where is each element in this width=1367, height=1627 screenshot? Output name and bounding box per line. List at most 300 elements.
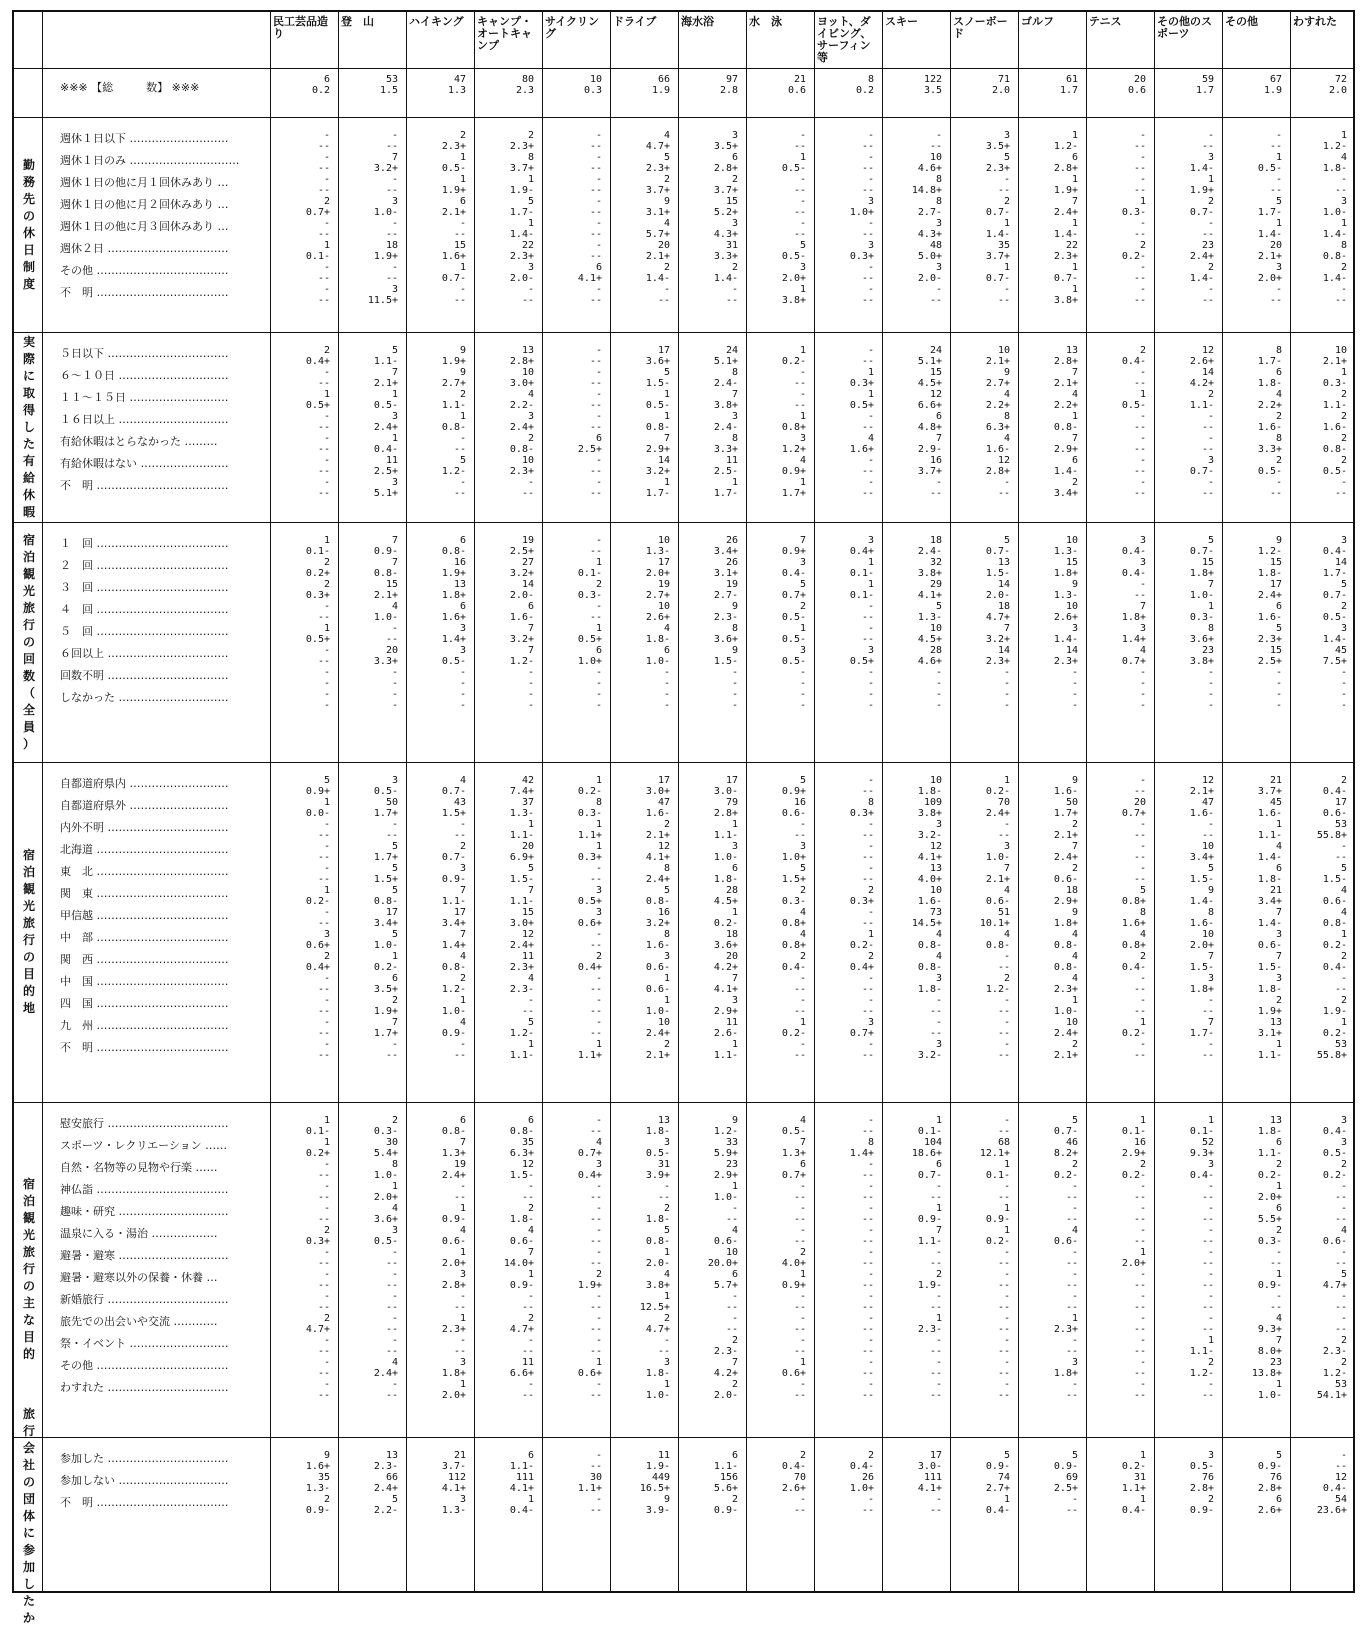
- cell-count: 3: [799, 645, 806, 656]
- cell-count: 3: [391, 477, 398, 488]
- cell-count: 13: [385, 1450, 398, 1461]
- cell-pct: 0.7-: [985, 546, 1010, 557]
- cell-pct: 0.2-: [781, 356, 806, 367]
- cell-pct: 3.2-: [917, 830, 942, 841]
- cell-count: 8: [663, 929, 670, 940]
- cell-count: 5: [663, 885, 670, 896]
- cell-pct: --: [861, 1126, 874, 1137]
- cell-count: -: [799, 1039, 806, 1050]
- cell-pct: 0.8+: [781, 940, 806, 951]
- cell-pct: --: [725, 295, 738, 306]
- cell-pct: 1.3-: [1053, 590, 1078, 601]
- cell-pct: 0.4+: [305, 356, 330, 367]
- cell-pct: 2.6-: [713, 1028, 738, 1039]
- cell-count: -: [867, 623, 874, 634]
- cell-pct: 0.5-: [645, 1148, 670, 1159]
- cell-pct: 2.4-: [917, 546, 942, 557]
- cell-pct: 2.7+: [441, 378, 466, 389]
- cell-count: 4: [1003, 885, 1010, 896]
- cell-count: 11: [725, 455, 738, 466]
- cell-pct: 1.1-: [1257, 1148, 1282, 1159]
- cell-count: 19: [725, 579, 738, 590]
- cell-pct: --: [385, 185, 398, 196]
- cell-count: 4: [935, 929, 942, 940]
- cell-pct: 3.4+: [1053, 488, 1078, 499]
- cell-count: -: [935, 1379, 942, 1390]
- cell-count: 3: [663, 1137, 670, 1148]
- cell-count: 2: [663, 174, 670, 185]
- cell-pct: 2.3-: [713, 1346, 738, 1357]
- cell-pct: 14.5+: [911, 918, 942, 929]
- cell-pct: 0.5+: [577, 634, 602, 645]
- cell-count: 7: [527, 645, 534, 656]
- cell-pct: 1.0-: [713, 852, 738, 863]
- cell-pct: 0.5-: [1257, 466, 1282, 477]
- cell-count: -: [527, 995, 534, 1006]
- cell-count: 4: [867, 433, 874, 444]
- cell-pct: 1.8-: [917, 786, 942, 797]
- cell-pct: 0.8-: [645, 422, 670, 433]
- cell-pct: 2.5+: [1053, 1483, 1078, 1494]
- cell-count: -: [1139, 1379, 1146, 1390]
- cell-pct: 1.8+: [441, 1368, 466, 1379]
- cell-count: -: [595, 1247, 602, 1258]
- cell-pct: --: [793, 1006, 806, 1017]
- cell-count: 2: [867, 885, 874, 896]
- cell-count: 1: [459, 262, 466, 273]
- cell-pct: 0.9-: [1257, 1461, 1282, 1472]
- cell-count: 1: [731, 1181, 738, 1192]
- cell-count: 8: [935, 174, 942, 185]
- cell-pct: 1.4-: [1189, 273, 1214, 284]
- cell-count: -: [799, 389, 806, 400]
- row-label: ５ 回 ………………………………: [60, 625, 229, 638]
- cell-pct: 3.0-: [713, 786, 738, 797]
- cell-count: 4: [527, 973, 534, 984]
- cell-count: -: [935, 995, 942, 1006]
- section-title: 実 際 に 取 得 し た 有 給 休 暇: [22, 334, 35, 519]
- cell-pct: --: [657, 295, 670, 306]
- cell-count: -: [1003, 1115, 1010, 1126]
- cell-pct: --: [657, 1192, 670, 1203]
- cell-count: -: [1207, 477, 1214, 488]
- cell-pct: 10.1+: [979, 918, 1010, 929]
- cell-pct: 2.4+: [645, 874, 670, 885]
- cell-pct: --: [1334, 1214, 1347, 1225]
- cell-count: 3: [459, 863, 466, 874]
- cell-pct: 1.9-: [645, 1461, 670, 1472]
- cell-pct: --: [589, 1236, 602, 1247]
- cell-count: 1: [731, 819, 738, 830]
- total-pct: 3.5: [923, 85, 942, 96]
- cell-count: -: [1340, 174, 1347, 185]
- cell-pct: --: [1065, 1302, 1078, 1313]
- cell-count: -: [1207, 284, 1214, 295]
- cell-count: 3: [1207, 1159, 1214, 1170]
- cell-count: -: [391, 1269, 398, 1280]
- total-pct: 0.6: [787, 85, 806, 96]
- cell-pct: 1.1-: [1189, 400, 1214, 411]
- cell-pct: 2.4+: [1257, 590, 1282, 601]
- cell-count: 6: [1275, 1137, 1282, 1148]
- row-label: 有給休暇はない ……………………: [60, 457, 229, 470]
- cell-count: 17: [453, 907, 466, 918]
- cell-count: 9: [1003, 367, 1010, 378]
- cell-count: 7: [1275, 951, 1282, 962]
- cell-pct: 0.3-: [1257, 1236, 1282, 1247]
- cell-count: -: [1139, 284, 1146, 295]
- cell-count: 4: [1071, 389, 1078, 400]
- cell-pct: 1.8+: [1053, 1368, 1078, 1379]
- cell-count: -: [1003, 1313, 1010, 1324]
- cell-pct: --: [861, 1192, 874, 1203]
- cell-count: 5: [527, 863, 534, 874]
- cell-count: -: [1003, 1357, 1010, 1368]
- cell-count: 14: [997, 579, 1010, 590]
- cell-pct: --: [521, 1006, 534, 1017]
- cell-pct: 5.4+: [373, 1148, 398, 1159]
- cell-count: -: [867, 1379, 874, 1390]
- cell-count: 8: [391, 1159, 398, 1170]
- cell-count: -: [799, 196, 806, 207]
- cell-pct: 0.5+: [577, 896, 602, 907]
- cell-count: 1: [663, 477, 670, 488]
- cell-pct: 1.9+: [441, 356, 466, 367]
- cell-count: 5: [1207, 863, 1214, 874]
- cell-count: 1: [663, 1379, 670, 1390]
- cell-pct: 2.4+: [1053, 852, 1078, 863]
- cell-count: 9: [1071, 775, 1078, 786]
- cell-pct: 14.8+: [911, 185, 942, 196]
- cell-pct: --: [861, 1258, 874, 1269]
- cell-count: -: [527, 1291, 534, 1302]
- column-header: サイクリング: [545, 15, 600, 40]
- cell-count: 5: [1003, 1450, 1010, 1461]
- cell-pct: --: [1133, 1192, 1146, 1203]
- cell-count: -: [1003, 689, 1010, 700]
- cell-count: 5: [323, 775, 330, 786]
- cell-count: 1: [323, 240, 330, 251]
- cell-pct: 4.2+: [1189, 378, 1214, 389]
- cell-count: 3: [731, 130, 738, 141]
- cell-pct: 1.9+: [1257, 1006, 1282, 1017]
- cell-count: 20: [521, 841, 534, 852]
- cell-pct: 1.8-: [645, 1214, 670, 1225]
- cell-count: 4: [391, 1203, 398, 1214]
- cell-count: 46: [1065, 1137, 1078, 1148]
- cell-count: 74: [997, 1472, 1010, 1483]
- cell-pct: 5.7+: [645, 229, 670, 240]
- cell-count: 9: [731, 1115, 738, 1126]
- cell-count: 4: [1139, 645, 1146, 656]
- row-label: 四 国 ………………………………: [60, 997, 229, 1010]
- cell-count: 4: [1003, 929, 1010, 940]
- cell-count: 5: [1340, 863, 1347, 874]
- cell-count: -: [459, 433, 466, 444]
- cell-pct: 1.2-: [1322, 141, 1347, 152]
- cell-pct: 1.1+: [1121, 1483, 1146, 1494]
- cell-count: -: [1275, 1247, 1282, 1258]
- row-label: 週休１日以下 ………………………: [60, 132, 229, 145]
- cell-count: 7: [459, 1137, 466, 1148]
- row-label: 自都道府県内 ………………………: [60, 777, 229, 790]
- cell-pct: 3.6+: [713, 940, 738, 951]
- cell-count: 2: [1071, 1039, 1078, 1050]
- cell-count: 20: [725, 951, 738, 962]
- cell-pct: --: [1133, 466, 1146, 477]
- cell-pct: 3.6+: [373, 1214, 398, 1225]
- cell-count: 12: [521, 1159, 534, 1170]
- cell-count: 2: [731, 1494, 738, 1505]
- row-label: 東 北 ………………………………: [60, 865, 229, 878]
- cell-pct: 0.8-: [1053, 940, 1078, 951]
- cell-pct: 2.1+: [1053, 830, 1078, 841]
- cell-count: -: [595, 1450, 602, 1461]
- cell-count: 8: [1275, 345, 1282, 356]
- row-label: ３ 回 ………………………………: [60, 581, 229, 594]
- cross-tabulation-table: [12, 10, 1355, 1625]
- cell-pct: 1.8+: [1121, 612, 1146, 623]
- cell-count: 1: [323, 623, 330, 634]
- cell-count: 17: [1334, 797, 1347, 808]
- column-header: ヨット、ダイビング、サーフィン等: [817, 15, 872, 64]
- cell-count: -: [391, 1291, 398, 1302]
- cell-pct: 2.3-: [713, 612, 738, 623]
- cell-count: 1: [527, 1494, 534, 1505]
- cell-count: 3: [867, 196, 874, 207]
- cell-pct: --: [1201, 1280, 1214, 1291]
- cell-pct: -: [867, 700, 874, 711]
- cell-pct: 1.5-: [985, 568, 1010, 579]
- cell-pct: --: [1133, 163, 1146, 174]
- cell-count: -: [595, 1017, 602, 1028]
- cell-count: 4: [1275, 841, 1282, 852]
- column-header: ハイキング: [409, 15, 464, 28]
- cell-count: 10: [657, 1017, 670, 1028]
- cell-count: 2: [1071, 477, 1078, 488]
- row-label: 関 東 ………………………………: [60, 887, 229, 900]
- cell-pct: 0.2-: [1322, 940, 1347, 951]
- cell-pct: 1.0+: [849, 207, 874, 218]
- cell-count: 7: [1275, 1335, 1282, 1346]
- cell-count: -: [867, 1357, 874, 1368]
- cell-count: 1: [1340, 1017, 1347, 1028]
- cell-pct: --: [521, 488, 534, 499]
- cell-pct: --: [929, 1368, 942, 1379]
- cell-pct: 0.4-: [781, 962, 806, 973]
- cell-pct: 2.4+: [1189, 251, 1214, 262]
- section-divider: [14, 522, 1355, 523]
- cell-count: 5: [391, 345, 398, 356]
- cell-pct: 1.7+: [1053, 808, 1078, 819]
- cell-count: -: [459, 284, 466, 295]
- cell-count: 2: [867, 951, 874, 962]
- cell-pct: --: [1269, 1258, 1282, 1269]
- cell-count: 1: [1139, 196, 1146, 207]
- cell-count: 11: [521, 951, 534, 962]
- cell-count: -: [1139, 579, 1146, 590]
- cell-count: 7: [1207, 951, 1214, 962]
- cell-pct: 14.0+: [503, 1258, 534, 1269]
- cell-count: 3: [527, 411, 534, 422]
- cell-count: -: [799, 1494, 806, 1505]
- cell-pct: -: [1207, 678, 1214, 689]
- cell-count: -: [1071, 1203, 1078, 1214]
- cell-count: 6: [1275, 367, 1282, 378]
- cell-pct: 2.3+: [1257, 634, 1282, 645]
- cell-pct: 0.9-: [373, 546, 398, 557]
- cell-pct: 2.0+: [441, 1390, 466, 1401]
- cell-pct: 0.1-: [577, 568, 602, 579]
- cell-count: 7: [935, 433, 942, 444]
- cell-count: 18: [1065, 885, 1078, 896]
- cell-pct: --: [793, 185, 806, 196]
- cell-count: 6: [459, 535, 466, 546]
- cell-pct: --: [385, 1280, 398, 1291]
- cell-count: 12: [929, 841, 942, 852]
- cell-pct: --: [317, 229, 330, 240]
- cell-count: -: [799, 1203, 806, 1214]
- cell-count: 1: [1003, 262, 1010, 273]
- cell-count: 35: [997, 240, 1010, 251]
- cell-pct: 0.6-: [713, 1236, 738, 1247]
- cell-pct: 1.8-: [713, 874, 738, 885]
- cell-count: -: [1139, 819, 1146, 830]
- cell-count: 10: [929, 623, 942, 634]
- cell-count: 111: [515, 1472, 534, 1483]
- cell-pct: 0.3+: [849, 896, 874, 907]
- cell-count: -: [1207, 411, 1214, 422]
- cell-count: 1: [1003, 1159, 1010, 1170]
- cell-pct: 0.1-: [305, 546, 330, 557]
- cell-count: 47: [1201, 797, 1214, 808]
- cell-count: -: [1139, 455, 1146, 466]
- cell-count: 7: [1071, 841, 1078, 852]
- row-label: 温泉に入る・湯治 ………………: [60, 1227, 218, 1240]
- cell-pct: --: [793, 1302, 806, 1313]
- cell-count: 3: [1207, 152, 1214, 163]
- cell-pct: --: [1065, 1346, 1078, 1357]
- cell-pct: 1.7-: [1257, 207, 1282, 218]
- cell-count: 3: [799, 557, 806, 568]
- cell-count: -: [1003, 1269, 1010, 1280]
- cell-pct: --: [1201, 1006, 1214, 1017]
- cell-count: -: [935, 1247, 942, 1258]
- cell-pct: 0.5-: [781, 163, 806, 174]
- cell-pct: 0.9-: [509, 1280, 534, 1291]
- cell-pct: --: [997, 295, 1010, 306]
- cell-pct: --: [589, 1126, 602, 1137]
- cell-pct: --: [997, 1324, 1010, 1335]
- cell-count: 6: [935, 1159, 942, 1170]
- cell-pct: 1.0+: [781, 852, 806, 863]
- cell-pct: 0.4-: [1322, 1483, 1347, 1494]
- cell-pct: 1.4-: [1322, 634, 1347, 645]
- cell-count: 1: [663, 1291, 670, 1302]
- cell-count: 9: [1071, 579, 1078, 590]
- row-label: 週休２日 ……………………………: [60, 242, 229, 255]
- cell-pct: 1.3-: [645, 546, 670, 557]
- cell-count: 1: [459, 1379, 466, 1390]
- cell-count: 8: [935, 196, 942, 207]
- row-label: 不 明 ………………………………: [60, 1041, 229, 1054]
- cell-pct: --: [1201, 830, 1214, 841]
- cell-pct: --: [453, 830, 466, 841]
- cell-pct: 0.5-: [781, 612, 806, 623]
- cell-pct: 2.8+: [1257, 1483, 1282, 1494]
- cell-pct: 3.4+: [441, 918, 466, 929]
- cell-pct: 0.8-: [1053, 962, 1078, 973]
- cell-pct: 2.3+: [1053, 984, 1078, 995]
- cell-count: 1: [527, 218, 534, 229]
- cell-pct: 0.2-: [1053, 1170, 1078, 1181]
- cell-count: 2: [323, 579, 330, 590]
- cell-count: 2: [1340, 995, 1347, 1006]
- cell-count: 1: [459, 411, 466, 422]
- cell-count: 3: [391, 1225, 398, 1236]
- cell-pct: 2.8+: [985, 466, 1010, 477]
- cell-pct: --: [589, 546, 602, 557]
- cell-count: 2: [867, 1450, 874, 1461]
- cell-count: 1: [1275, 1039, 1282, 1050]
- cell-pct: 2.7-: [713, 590, 738, 601]
- cell-count: 1: [1275, 1269, 1282, 1280]
- cell-pct: 0.4+: [577, 1170, 602, 1181]
- cell-pct: 0.6-: [1053, 1236, 1078, 1247]
- cell-count: -: [1139, 1181, 1146, 1192]
- cell-pct: 0.5-: [781, 1126, 806, 1137]
- cell-count: -: [935, 477, 942, 488]
- cell-pct: 12.1+: [979, 1148, 1010, 1159]
- cell-count: 8: [1139, 907, 1146, 918]
- cell-count: -: [799, 973, 806, 984]
- cell-count: -: [1139, 995, 1146, 1006]
- cell-pct: --: [997, 1192, 1010, 1203]
- cell-count: 2: [1275, 455, 1282, 466]
- cell-count: -: [391, 262, 398, 273]
- cell-count: -: [867, 1115, 874, 1126]
- cell-pct: 0.6-: [645, 984, 670, 995]
- cell-count: -: [1275, 689, 1282, 700]
- cell-pct: 4.5+: [917, 378, 942, 389]
- cell-pct: 2.3+: [441, 1324, 466, 1335]
- cell-pct: --: [793, 1214, 806, 1225]
- cell-count: 4: [595, 1137, 602, 1148]
- cell-count: 1: [867, 557, 874, 568]
- cell-pct: 2.3+: [645, 163, 670, 174]
- cell-count: -: [527, 1379, 534, 1390]
- cell-count: 7: [391, 1017, 398, 1028]
- cell-pct: 4.7+: [645, 141, 670, 152]
- cell-count: -: [867, 1313, 874, 1324]
- cell-count: 15: [1201, 557, 1214, 568]
- row-label: 参加しない …………………………: [60, 1474, 229, 1487]
- cell-count: 1: [1207, 174, 1214, 185]
- cell-count: 2: [1340, 1335, 1347, 1346]
- cell-pct: 0.6-: [1322, 1236, 1347, 1247]
- cell-count: 23: [1269, 1357, 1282, 1368]
- cell-count: 8: [1275, 433, 1282, 444]
- cell-count: 6: [527, 601, 534, 612]
- cell-pct: 0.7-: [1189, 466, 1214, 477]
- cell-pct: --: [385, 141, 398, 152]
- cell-count: -: [459, 1039, 466, 1050]
- row-label: 中 国 ………………………………: [60, 975, 229, 988]
- cell-pct: 0.4-: [373, 444, 398, 455]
- cell-pct: 1.9+: [441, 568, 466, 579]
- cell-count: 2: [323, 1494, 330, 1505]
- cell-pct: 2.6+: [1053, 612, 1078, 623]
